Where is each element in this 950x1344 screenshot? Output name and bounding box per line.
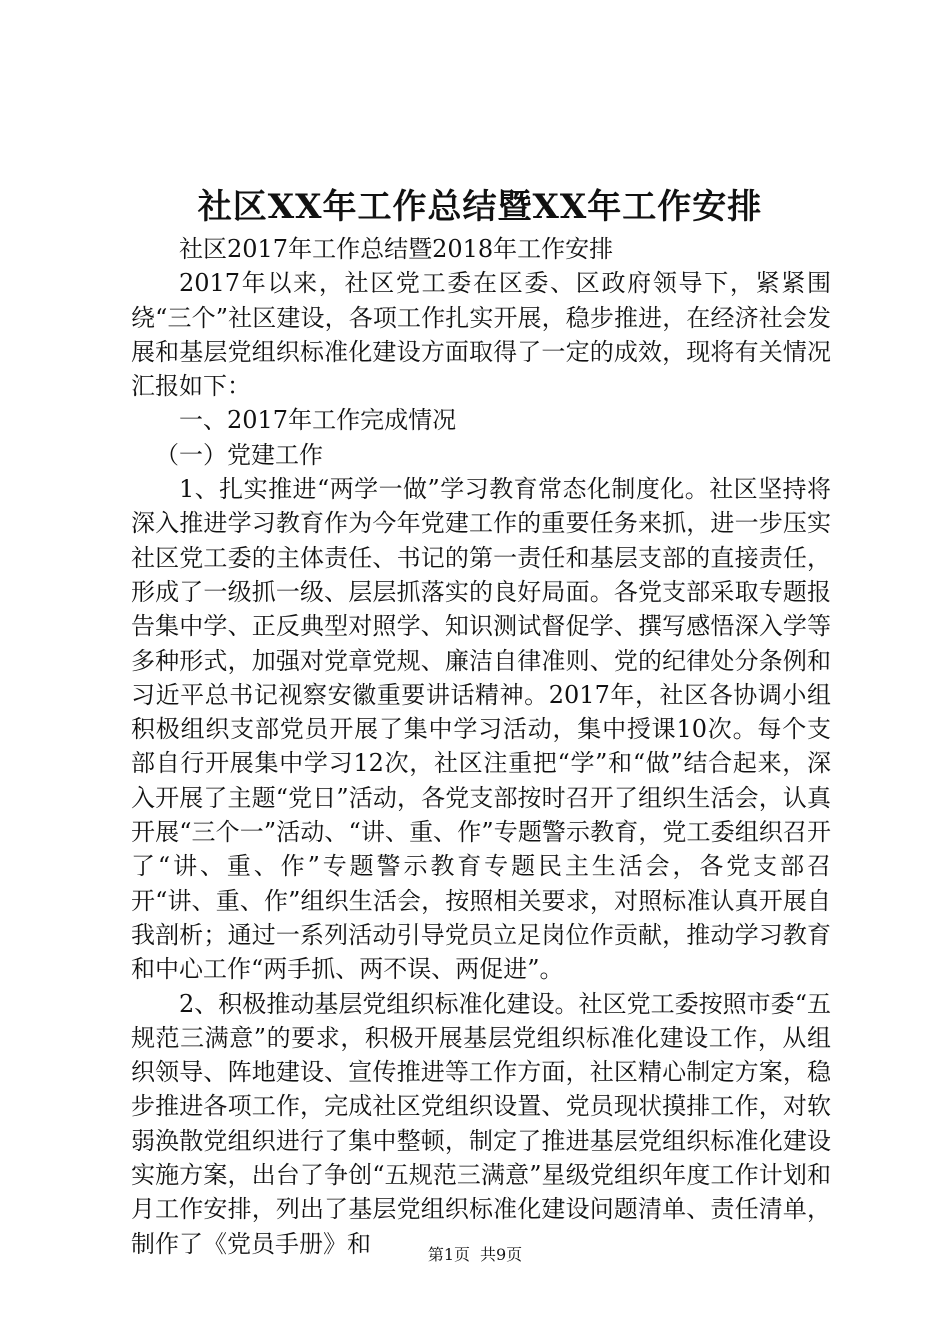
page-footer — [0, 1244, 950, 1266]
page-total: 共9页 — [480, 1245, 523, 1264]
section-heading: 一、2017年工作完成情况 — [179, 406, 457, 435]
body-paragraph: 2、积极推动基层党组织标准化建设。社区党工委按照市委“五规范三满意”的要求，积极开展基层党组织标准化建设工作，从组织领导、阵地建设、宣传推进等工作方面，社区精心制定方案，稳步推进各项工作，完成社区党组织设置、党员现状摸排工作，对软弱涣散党组织进行了集中整顿，制定了推进基层党组织标准化建设实施方案，出台了争创“五规范三满意”星级党组织年度工作计划和月工作安排，列出了基层党组织标准化建设问题清单、责任清单，制作了《党员手册》和 — [131, 989, 831, 1258]
subtitle-paragraph: 社区2017年工作总结暨2018年工作安排 — [179, 235, 614, 263]
body-paragraph: 1、扎实推进“两学一做”学习教育常态化制度化。社区坚持将深入推进学习教育作为今年党建工作的重要任务来抓，进一步压实社区党工委的主体责任、书记的第一责任和基层支部的直接责任，形成了一级抓一级、层层抓落实的良好局面。各党支部采取专题报告集中学、正反典型对照学、知识测试督促学、撰写感悟深入学等多种形式，加强对党章党规、廉洁自律准则、党的纪律处分条例和习近平总书记视察安徽重要讲话精神。2017年，社区各协调小组积极组织支部党员开展了集中学习活动，集中授课10次。每个支部自行开展集中学习12次，社区注重把“学”和“做”结合起来，深入开展了主题“党日”活动，各党支部按时召开了组织生活会，认真开展“三个一”活动、“讲、重、作”专题警示教育，党工委组织召开了“讲、重、作”专题警示教育专题民主生活会，各党支部召开“讲、重、作”组织生活会，按照相关要求，对照标准认真开展自我剖析；通过一系列活动引导党员立足岗位作贡献，推动学习教育和中心工作“两手抓、两不误、两促进”。 — [131, 475, 831, 984]
document-body — [131, 232, 831, 1261]
page-number: 第1页 — [427, 1245, 470, 1264]
intro-paragraph: 2017年以来，社区党工委在区委、区政府领导下，紧紧围绕“三个”社区建设，各项工作扎实开展，稳步推进，在经济社会发展和基层党组织标准化建设方面取得了一定的成效，现将有关情况汇报如下： — [131, 269, 831, 401]
subsection-heading: （一）党建工作 — [155, 440, 323, 469]
document-title: 社区XX年工作总结暨XX年工作安排 — [197, 187, 763, 227]
